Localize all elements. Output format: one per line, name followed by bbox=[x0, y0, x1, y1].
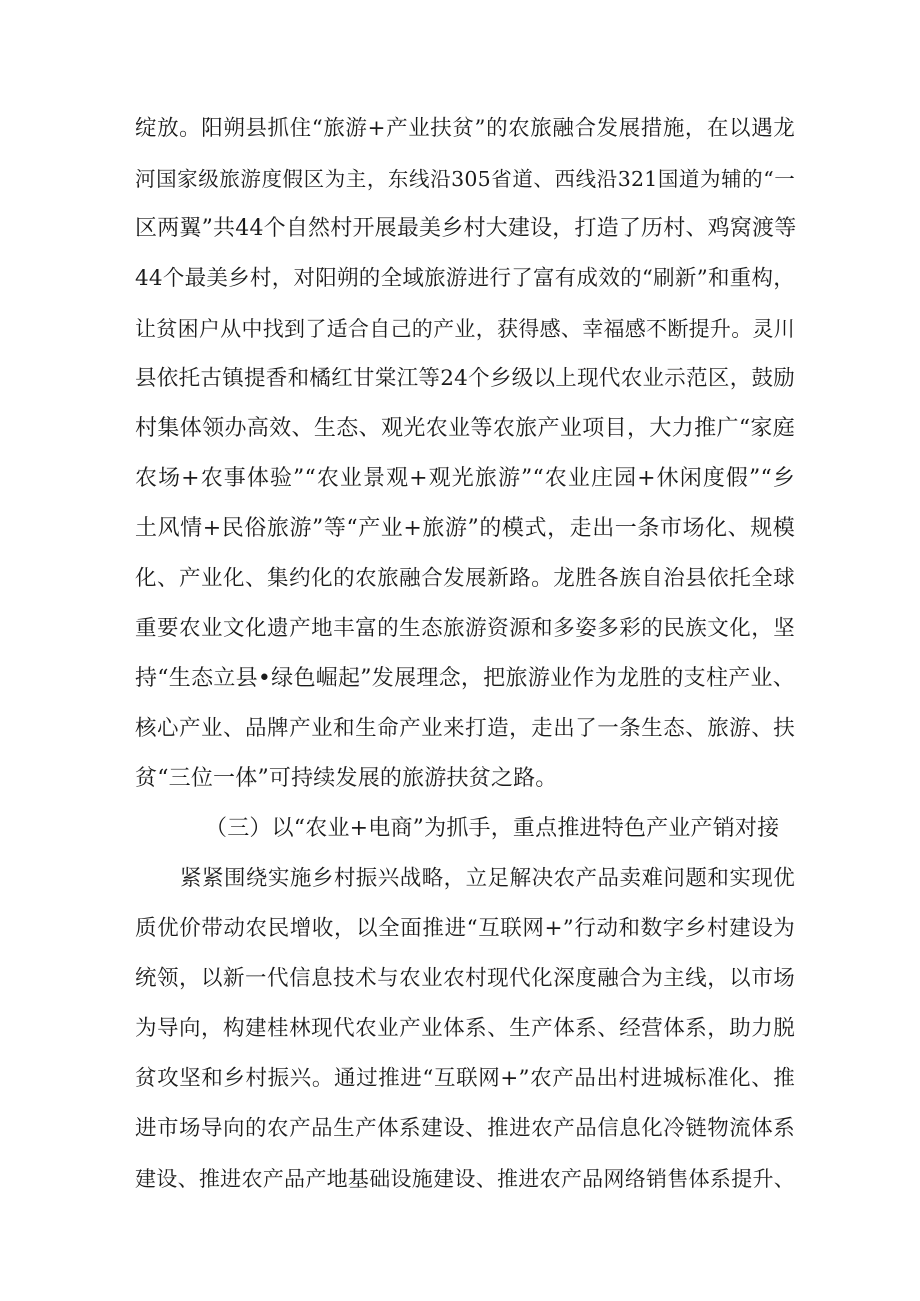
paragraph-1-line-10: 化、产业化、集约化的农旅融合发展新路。龙胜各族自治县依托全球 bbox=[135, 566, 795, 591]
paragraph-1-line-9: 土风情+民俗旅游”等“产业+旅游”的模式，走出一条市场化、规模 bbox=[135, 516, 795, 541]
paragraph-2-line-1: 紧紧围绕实施乡村振兴战略，立足解决农产品卖难问题和实现优 bbox=[180, 866, 795, 891]
paragraph-1-line-2: 河国家级旅游度假区为主，东线沿305省道、西线沿321国道为辅的“一 bbox=[135, 167, 795, 191]
paragraph-1-line-5: 让贫困户从中找到了适合自己的产业，获得感、幸福感不断提升。灵川 bbox=[135, 317, 795, 341]
paragraph-2-line-2: 质优价带动农民增收，以全面推进“互联网+”行动和数字乡村建设为 bbox=[135, 916, 795, 941]
paragraph-1-line-4: 44个最美乡村，对阳朔的全域旅游进行了富有成效的“刷新”和重构， bbox=[135, 266, 795, 291]
paragraph-2-line-4: 为导向，构建桂林现代农业产业体系、生产体系、经营体系，助力脱 bbox=[135, 1016, 795, 1041]
paragraph-1-line-6: 县依托古镇提香和橘红甘棠江等24个乡级以上现代农业示范区，鼓励 bbox=[135, 366, 795, 391]
paragraph-2-line-7: 建设、推进农产品产地基础设施建设、推进农产品网络销售体系提升、 bbox=[135, 1167, 795, 1191]
paragraph-1-line-12: 持“生态立县•绿色崛起”发展理念，把旅游业作为龙胜的支柱产业、 bbox=[135, 666, 795, 691]
paragraph-1-line-11: 重要农业文化遗产地丰富的生态旅游资源和多姿多彩的民族文化，坚 bbox=[135, 616, 795, 641]
paragraph-1-line-3: 区两翼”共44个自然村开展最美乡村大建设，打造了历村、鸡窝渡等 bbox=[135, 216, 797, 241]
paragraph-1-line-1: 绽放。阳朔县抓住“旅游+产业扶贫”的农旅融合发展措施，在以遇龙 bbox=[135, 116, 795, 141]
paragraph-1-line-8: 农场+农事体验”“农业景观+观光旅游”“农业庄园+休闲度假”“乡 bbox=[135, 466, 795, 491]
paragraph-2-line-5: 贫攻坚和乡村振兴。通过推进“互联网+”农产品出村进城标准化、推 bbox=[135, 1066, 795, 1091]
paragraph-1-line-14: 贫“三位一体”可持续发展的旅游扶贫之路。 bbox=[135, 766, 558, 791]
paragraph-1-line-7: 村集体领办高效、生态、观光农业等农旅产业项目，大力推广“家庭 bbox=[135, 416, 795, 441]
section-heading: （三）以“农业+电商”为抓手，重点推进特色产业产销对接 bbox=[205, 816, 780, 841]
paragraph-2-line-6: 进市场导向的农产品生产体系建设、推进农产品信息化冷链物流体系 bbox=[135, 1116, 795, 1141]
paragraph-1-line-13: 核心产业、品牌产业和生命产业来打造，走出了一条生态、旅游、扶 bbox=[135, 716, 795, 741]
paragraph-2-line-3: 统领，以新一代信息技术与农业农村现代化深度融合为主线，以市场 bbox=[135, 966, 795, 991]
